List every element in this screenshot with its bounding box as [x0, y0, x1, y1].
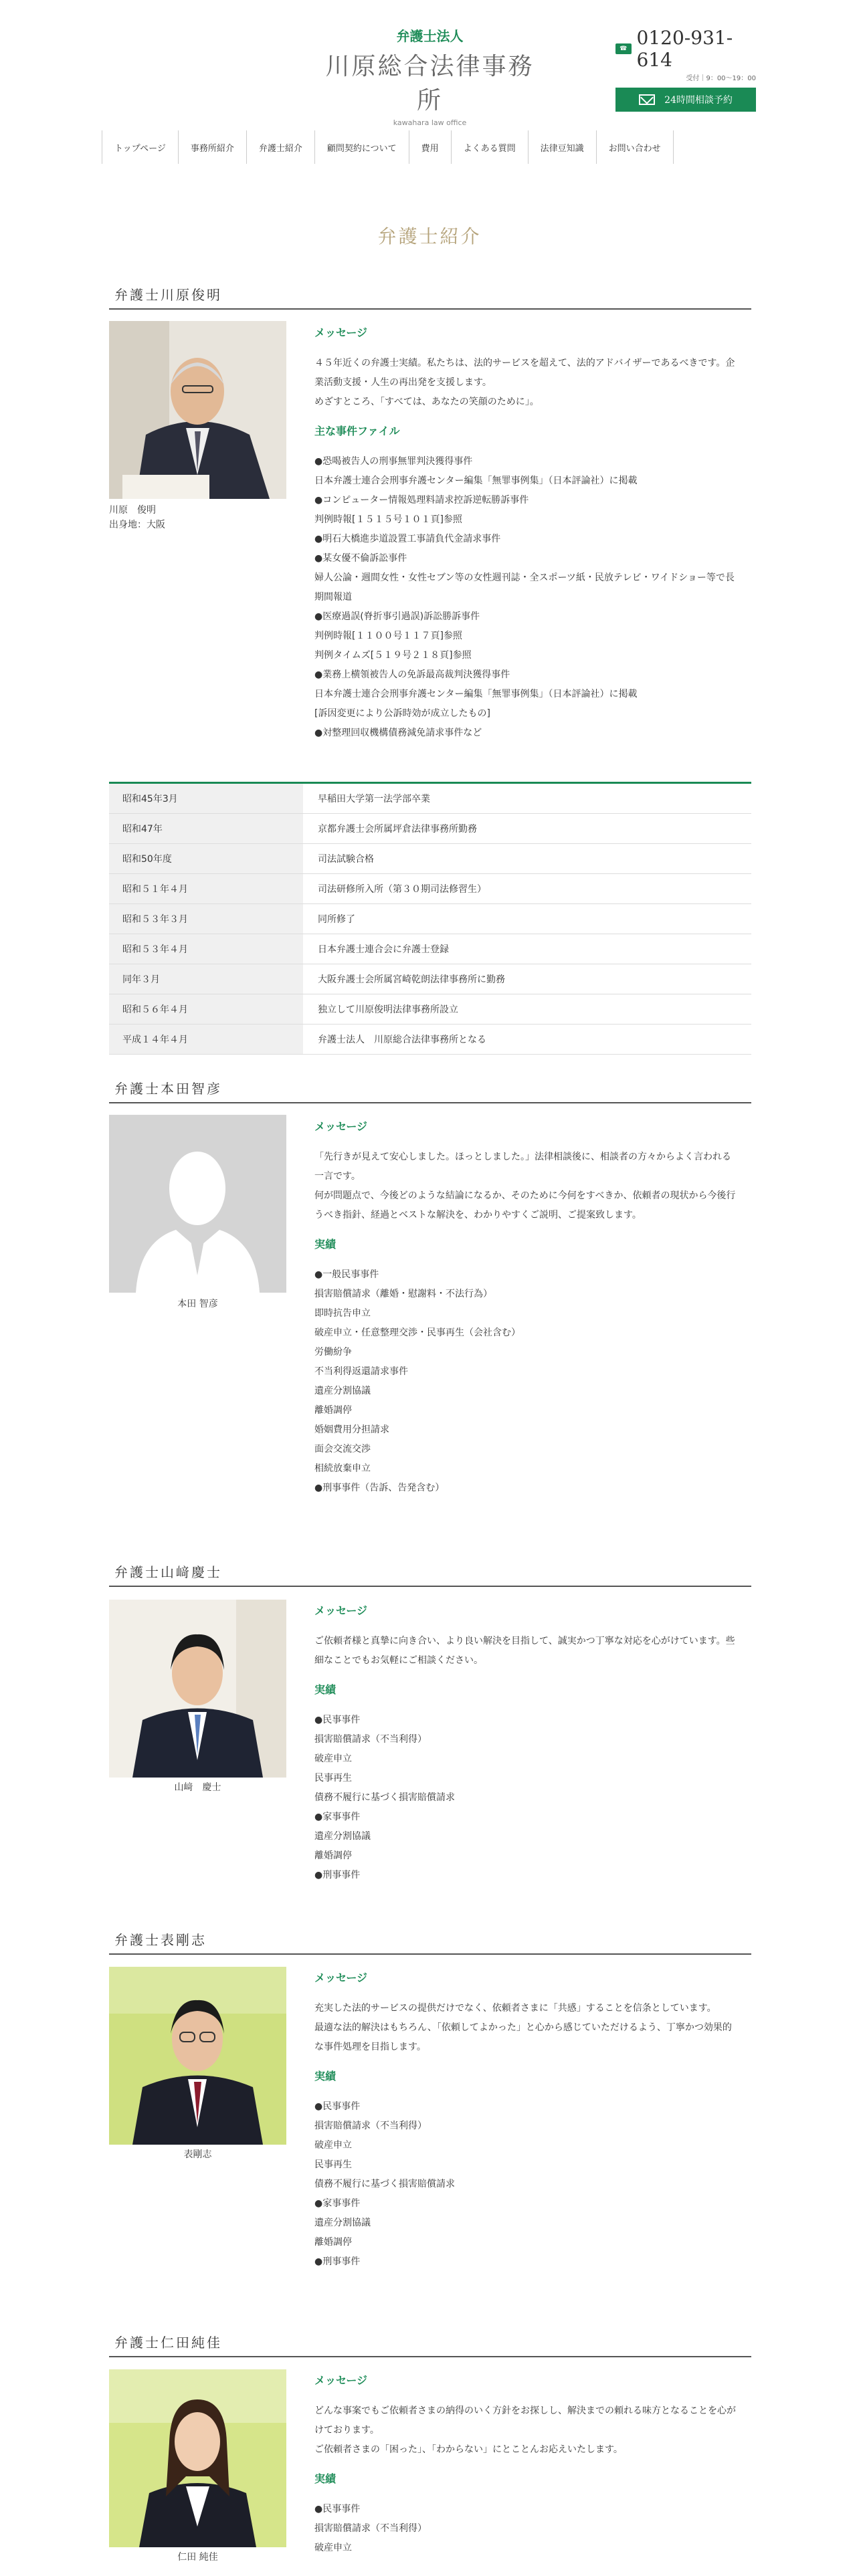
nav-contact[interactable]: お問い合わせ — [597, 130, 674, 164]
business-hours: 受付｜9：00〜19：00 — [686, 75, 756, 82]
message-text: ４５年近くの弁護士実績。私たちは、法的サービスを超えて、法的アドバイザーであるべきです。企業活動支援・人生の再出発を支援します。 — [314, 358, 735, 388]
list-item: ●家事事件 — [314, 2198, 361, 2209]
list-item: 損害賠償請求（不当利得） — [314, 2121, 427, 2131]
list-item: 日本弁護士連合会刑事弁護センター編集「無罪事例集」（日本評論社）に掲載 — [314, 475, 638, 486]
list-item: 即時抗告申立 — [314, 1308, 371, 1319]
lawyer-name: 表剛志 — [183, 2149, 212, 2160]
list-item: ●刑事事件 — [314, 1870, 361, 1881]
reservation-label: 24時間相談予約 — [664, 95, 733, 106]
list-item: 破産申立・任意整理交渉・民事再生（会社含む） — [314, 1327, 520, 1338]
lawyer-caption — [109, 2147, 286, 2162]
message-text: 最適な法的解決はもちろん、「依頼してよかった」と心から感じていただけるよう、丁寧かつ効果的な事件処理を目指します。 — [314, 2022, 732, 2052]
career-desc: 同所修了 — [318, 914, 355, 925]
career-desc: 早稲田大学第一法学部卒業 — [318, 794, 430, 804]
list-item: 不当利得返還請求事件 — [314, 1366, 408, 1377]
career-year: 平成１４年４月 — [109, 1025, 303, 1054]
list-item: 民事再生 — [314, 1773, 352, 1784]
message-text: ご依頼者様と真摯に向き合い、より良い解決を目指して、誠実かつ丁寧な対応を心がけています。些細なことでもお気軽にご相談ください。 — [314, 1636, 735, 1666]
message-text: どんな事案でもご依頼者さまの納得のいく方針をお探しし、解決までの頼れる味方となることを心がけております。 — [314, 2405, 736, 2436]
lawyer-caption — [109, 1780, 286, 1795]
list-item: ●対整理回収機構債務減免請求事件など — [314, 728, 482, 738]
message-heading: メッセージ — [314, 326, 368, 339]
message-text: 「先行きが見えて安心しました。ほっとしました。」法律相談後に、相談者の方々からよく言われる一言です。 — [314, 1152, 731, 1182]
list-item: 遺産分割協議 — [314, 1831, 371, 1842]
career-year: 同年３月 — [109, 964, 303, 994]
lawyer-photo — [109, 321, 286, 499]
career-year: 昭和５６年４月 — [109, 994, 303, 1024]
list-item: 遺産分割協議 — [314, 1386, 371, 1396]
table-row — [109, 904, 751, 934]
list-item: 損害賠償請求（離婚・慰謝料・不法行為） — [314, 1289, 492, 1299]
lawyer-caption — [109, 1297, 286, 1311]
list-item: 破産申立 — [314, 1753, 352, 1764]
career-desc: 司法研修所入所（第３０期司法修習生） — [318, 884, 486, 895]
message-text: ご依頼者さまの「困った」、「わからない」にとことんお応えいたします。 — [314, 2444, 623, 2455]
lawyer-caption — [109, 2550, 286, 2565]
list-item: 損害賠償請求（不当利得） — [314, 2523, 427, 2534]
lawyer-caption — [109, 503, 165, 532]
message-heading: メッセージ — [314, 1971, 368, 1984]
lawyer-heading: 弁護士川原俊明 — [109, 284, 751, 310]
lawyer-name: 本田 智彦 — [177, 1299, 218, 1309]
table-row — [109, 784, 751, 814]
reservation-button[interactable] — [615, 88, 756, 112]
achievements-heading: 実績 — [314, 2070, 337, 2082]
message-text: 何が問題点で、今後どのような結論になるか、そのために今何をすべきか、依頼者の現状から今後行うべき指針、経過とベストな解決を、わかりやすくご説明、ご提案致します。 — [314, 1190, 736, 1220]
list-item: ●恐喝被告人の刑事無罪判決獲得事件 — [314, 456, 473, 467]
list-item: 破産申立 — [314, 2543, 352, 2553]
list-item: 離婚調停 — [314, 2237, 352, 2248]
lawyer-content — [314, 1602, 736, 1885]
achievements-list — [314, 1265, 736, 1498]
nav-lawyers[interactable]: 弁護士紹介 — [247, 130, 315, 164]
cases-list — [314, 452, 736, 743]
career-year: 昭和45年3月 — [109, 784, 303, 813]
site-header — [0, 0, 859, 127]
nav-faq[interactable]: よくある質問 — [452, 130, 529, 164]
list-item: 相続放棄申立 — [314, 1463, 371, 1474]
achievements-heading: 実績 — [314, 2472, 337, 2485]
table-row — [109, 1025, 751, 1055]
nav-knowledge[interactable]: 法律豆知識 — [529, 130, 597, 164]
site-logo[interactable] — [314, 25, 545, 127]
list-item: 判例時報[１５１５号１０１頁]参照 — [314, 514, 462, 525]
list-item: ●民事事件 — [314, 1715, 361, 1725]
nav-fees[interactable]: 費用 — [409, 130, 452, 164]
lawyer-photo — [109, 2369, 286, 2547]
list-item: ●刑事事件（告訴、告発含む） — [314, 1483, 445, 1493]
achievements-heading: 実績 — [314, 1238, 337, 1251]
list-item: ●業務上横領被告人の免訴最高裁判決獲得事件 — [314, 669, 510, 680]
list-item: ●民事事件 — [314, 2504, 361, 2514]
lawyer-origin: 出身地：大阪 — [109, 520, 165, 530]
table-row — [109, 844, 751, 874]
phone-number[interactable]: 0120-931-614 — [636, 27, 733, 71]
lawyer-photo-placeholder — [109, 1115, 286, 1293]
table-row — [109, 994, 751, 1025]
list-item: ●コンピューター情報処理料請求控訴逆転勝訴事件 — [314, 495, 529, 506]
list-item: 婚姻費用分担請求 — [314, 1424, 389, 1435]
table-row — [109, 964, 751, 994]
message-heading: メッセージ — [314, 2374, 368, 2387]
list-item: 債務不履行に基づく損害賠償請求 — [314, 1792, 455, 1803]
logo-top-text: 弁護士法人 — [396, 28, 464, 44]
message-heading: メッセージ — [314, 1604, 368, 1617]
table-row — [109, 814, 751, 844]
list-item: ●家事事件 — [314, 1812, 361, 1822]
list-item: ●一般民事事件 — [314, 1269, 379, 1280]
message-text: めざすところ、「すべては、あなたの笑顔のために」。 — [314, 397, 539, 407]
achievements-list — [314, 2500, 736, 2558]
lawyer-heading: 弁護士表剛志 — [109, 1929, 751, 1955]
lawyer-content — [314, 2372, 736, 2558]
career-desc: 日本弁護士連合会に弁護士登録 — [318, 944, 449, 955]
list-item: ●某女優不倫訴訟事件 — [314, 553, 407, 564]
message-heading: メッセージ — [314, 1120, 368, 1133]
list-item: ●明石大橋進歩道設置工事請負代金請求事件 — [314, 534, 501, 544]
list-item: 民事再生 — [314, 2159, 352, 2170]
list-item: 破産申立 — [314, 2140, 352, 2151]
page-title: 弁護士紹介 — [377, 225, 482, 247]
achievements-heading: 実績 — [314, 1683, 337, 1696]
career-year: 昭和５３年４月 — [109, 934, 303, 964]
mail-icon — [639, 94, 655, 105]
lawyer-content — [314, 324, 736, 743]
lawyer-name: 川原 俊明 — [109, 505, 156, 516]
list-item: 遺産分割協議 — [314, 2218, 371, 2228]
career-year: 昭和５３年３月 — [109, 904, 303, 934]
list-item: 判例時報[１１００号１１７頁]参照 — [314, 631, 462, 641]
career-desc: 司法試験合格 — [318, 854, 374, 865]
nav-office[interactable]: 事務所紹介 — [179, 130, 247, 164]
lawyer-photo — [109, 1600, 286, 1778]
achievements-list — [314, 2097, 736, 2272]
list-item: 離婚調停 — [314, 1405, 352, 1416]
career-desc: 独立して川原俊明法律事務所設立 — [318, 1004, 458, 1015]
list-item: 債務不履行に基づく損害賠償請求 — [314, 2179, 455, 2189]
logo-sub-text: kawahara law office — [393, 118, 467, 127]
list-item: 離婚調停 — [314, 1850, 352, 1861]
list-item: ●刑事事件 — [314, 2256, 361, 2267]
career-desc: 京都弁護士会所属坪倉法律事務所勤務 — [318, 824, 477, 835]
lawyer-name: 山﨑 慶士 — [174, 1782, 221, 1793]
career-desc: 大阪弁護士会所属宮崎乾朗法律事務所に勤務 — [318, 974, 505, 985]
message-text: 充実した法的サービスの提供だけでなく、依頼者さまに「共感」することを信条としています。 — [314, 2003, 717, 2014]
list-item: 労働紛争 — [314, 1347, 352, 1358]
lawyer-content — [314, 1969, 736, 2272]
career-table — [109, 782, 751, 1055]
list-item: 日本弁護士連合会刑事弁護センター編集「無罪事例集」（日本評論社）に掲載 — [314, 689, 638, 700]
list-item: 判例タイムズ[５１９号２１８頁]参照 — [314, 650, 472, 661]
achievements-list — [314, 1711, 736, 1885]
global-nav — [102, 130, 674, 164]
career-year: 昭和50年度 — [109, 844, 303, 873]
lawyer-heading: 弁護士山﨑慶士 — [109, 1562, 751, 1587]
contact-box — [615, 27, 756, 112]
logo-main-text: 川原総合法律事務所 — [325, 53, 535, 114]
free-dial-icon: ☎ — [615, 43, 632, 54]
lawyer-name: 仁田 純佳 — [177, 2552, 218, 2563]
cases-heading: 主な事件ファイル — [314, 425, 400, 437]
list-item: [訴因変更により公訴時効が成立したもの] — [314, 708, 490, 719]
list-item: ●民事事件 — [314, 2101, 361, 2112]
table-row — [109, 874, 751, 904]
list-item: ●医療過誤(脊折事引過誤)訴訟勝訴事件 — [314, 611, 480, 622]
lawyer-photo — [109, 1967, 286, 2145]
career-year: 昭和５１年４月 — [109, 874, 303, 903]
list-item: 婦人公論・週間女性・女性セブン等の女性週刊誌・全スポーツ紙・民放テレビ・ワイドショー等で長期間報道 — [314, 572, 735, 603]
nav-advisory[interactable]: 顧問契約について — [315, 130, 409, 164]
career-desc: 弁護士法人 川原総合法律事務所となる — [318, 1035, 486, 1045]
list-item: 面会交流交渉 — [314, 1444, 371, 1455]
lawyer-heading: 弁護士本田智彦 — [109, 1078, 751, 1103]
lawyer-content — [314, 1118, 736, 1498]
nav-top[interactable]: トップページ — [102, 130, 179, 164]
lawyer-heading: 弁護士仁田純佳 — [109, 2332, 751, 2357]
table-row — [109, 934, 751, 964]
list-item: 損害賠償請求（不当利得） — [314, 1734, 427, 1745]
career-year: 昭和47年 — [109, 814, 303, 843]
